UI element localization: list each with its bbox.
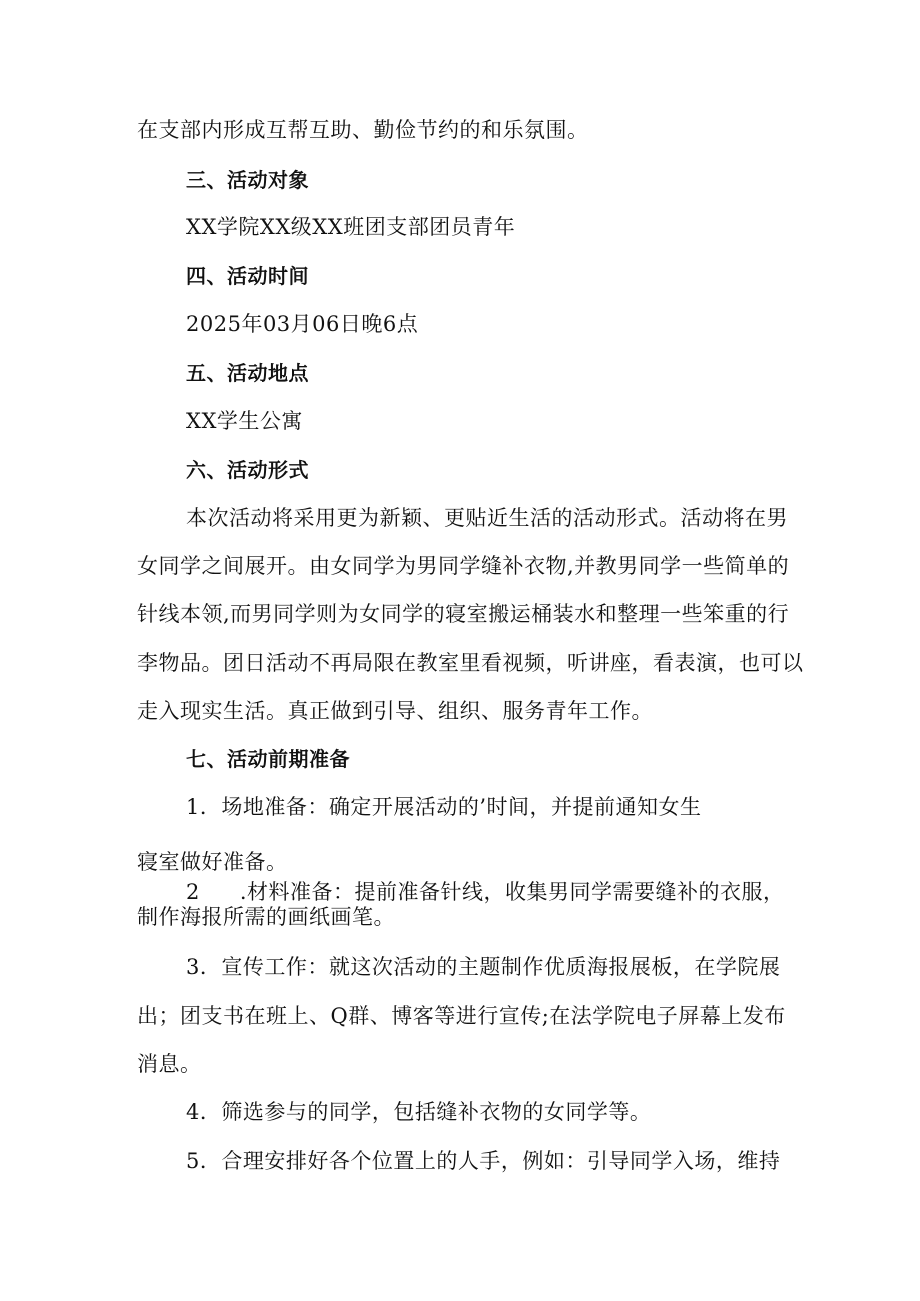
list-item-3-line: 消息。 <box>137 1052 202 1076</box>
list-item-4-line: 4．筛选参与的同学，包括缝补衣物的女同学等。 <box>186 1100 652 1124</box>
list-item-1-line: 寝室做好准备。 <box>137 850 288 874</box>
paragraph-line: XX学院XX级XX班团支部团员青年 <box>186 215 516 239</box>
paragraph-line: 李物品。团日活动不再局限在教室里看视频，听讲座，看表演，也可以 <box>137 651 804 675</box>
paragraph-line: 在支部内形成互帮互助、勤俭节约的和乐氛围。 <box>137 118 589 142</box>
list-item-2-number: 2 <box>186 880 200 904</box>
section-heading-4: 四、活动时间 <box>186 264 309 288</box>
paragraph-line: 2025年03月06日晚6点 <box>186 312 419 336</box>
section-heading-5: 五、活动地点 <box>186 361 309 385</box>
list-item-2-line: 制作海报所需的画纸画笔。 <box>137 905 395 929</box>
paragraph-line: XX学生公寓 <box>186 409 303 433</box>
paragraph-line: 本次活动将采用更为新颖、更贴近生活的活动形式。活动将在男 <box>186 506 788 530</box>
section-heading-6: 六、活动形式 <box>186 458 309 482</box>
list-item-1-line: 1．场地准备：确定开展活动的’时间，并提前通知女生 <box>186 795 702 819</box>
list-item-2-text: .材料准备：提前准备针线，收集男同学需要缝补的衣服， <box>239 880 785 904</box>
list-item-5-line: 5．合理安排好各个位置上的人手，例如：引导同学入场，维持 <box>186 1149 781 1173</box>
paragraph-line: 针线本领,而男同学则为女同学的寝室搬运桶装水和整理一些笨重的行 <box>137 602 790 626</box>
paragraph-line: 女同学之间展开。由女同学为男同学缝补衣物,并教男同学一些简单的 <box>137 554 790 578</box>
list-item-3-line: 3．宣传工作：就这次活动的主题制作优质海报展板，在学院展 <box>186 955 781 979</box>
section-heading-7: 七、活动前期准备 <box>186 747 350 771</box>
section-heading-3: 三、活动对象 <box>186 168 309 192</box>
paragraph-line: 走入现实生活。真正做到引导、组织、服务青年工作。 <box>137 699 653 723</box>
list-item-3-line: 出；团支书在班上、Q群、博客等进行宣传;在法学院电子屏幕上发布 <box>137 1004 786 1028</box>
list-item-2-line <box>186 878 785 906</box>
